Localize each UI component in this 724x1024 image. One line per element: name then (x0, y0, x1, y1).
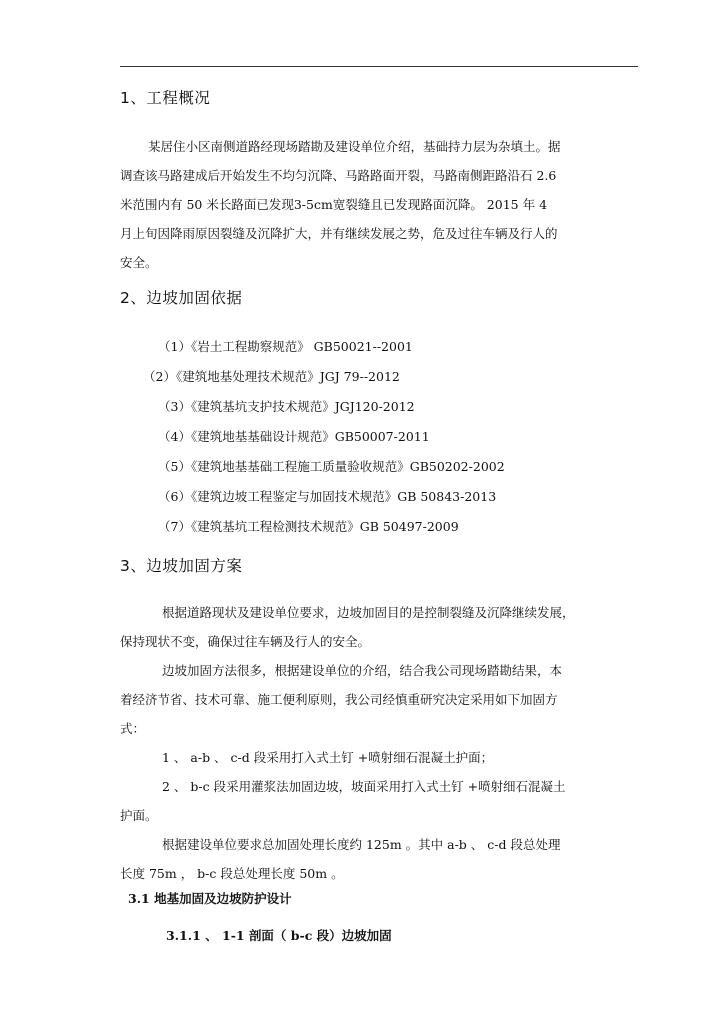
section-2-heading: 2、边坡加固依据 (120, 289, 243, 307)
section-1-body (120, 132, 638, 277)
section-3-heading: 3、边坡加固方案 (120, 557, 243, 575)
reference-item: （3）《建筑基坑支护技术规范》JGJ120-2012 (158, 399, 415, 414)
reference-item: （6）《建筑边坡工程鉴定与加固技术规范》GB 50843-2013 (158, 489, 497, 504)
reference-item: （7）《建筑基坑工程检测技术规范》GB 50497-2009 (158, 519, 459, 534)
body-line: 月上旬因降雨原因裂缝及沉降扩大，并有继续发展之势，危及过往车辆及行人的 (120, 226, 558, 241)
body-line: 着经济节省、技术可靠、施工便利原则，我公司经慎重研究决定采用如下加固方 (120, 692, 558, 707)
section-3-body (120, 598, 638, 888)
header-rule (120, 66, 638, 67)
reference-item: （1）《岩土工程勘察规范》 GB50021--2001 (158, 339, 413, 354)
subsection-3-1-heading: 3.1 地基加固及边坡防护设计 (128, 891, 292, 906)
subsection-3-1-1-heading: 3.1.1 、 1-1 剖面（ b-c 段）边坡加固 (166, 928, 392, 943)
reference-item: （5）《建筑地基基础工程施工质量验收规范》GB50202-2002 (158, 459, 505, 474)
section-1-heading: 1、工程概况 (120, 89, 211, 107)
body-line: 保持现状不变，确保过往车辆及行人的安全。 (120, 634, 371, 649)
body-line: 边坡加固方法很多，根据建设单位的介绍，结合我公司现场踏勘结果，本 (162, 663, 563, 678)
body-line: 根据建设单位要求总加固处理长度约 125m 。其中 a-b 、 c-d 段总处理 (162, 837, 561, 852)
body-line: 某居住小区南侧道路经现场踏勘及建设单位介绍，基础持力层为杂填土。据 (148, 139, 561, 154)
body-line: 护面。 (120, 808, 158, 823)
body-line: 调查该马路建成后开始发生不均匀沉降、马路路面开裂，马路南侧距路沿石 2.6 (120, 168, 557, 183)
method-item-1: 1 、 a-b 、 c-d 段采用打入式土钉 +喷射细石混凝土护面； (162, 750, 494, 765)
reference-item: （2）《建筑地基处理技术规范》JGJ 79--2012 (143, 369, 400, 384)
body-line: 式： (120, 721, 146, 736)
body-line: 长度 75m ， b-c 段总处理长度 50m 。 (120, 866, 344, 881)
body-line: 安全。 (120, 255, 158, 270)
method-item-2: 2 、 b-c 段采用灌浆法加固边坡，坡面采用打入式土钉 +喷射细石混凝土 (162, 779, 566, 794)
body-line: 根据道路现状及建设单位要求，边坡加固目的是控制裂缝及沉降继续发展， (162, 605, 575, 620)
reference-item: （4）《建筑地基基础设计规范》GB50007-2011 (158, 429, 430, 444)
body-line: 米范围内有 50 米长路面已发现3-5cm宽裂缝且已发现路面沉降。 2015 年 4 (120, 197, 548, 212)
